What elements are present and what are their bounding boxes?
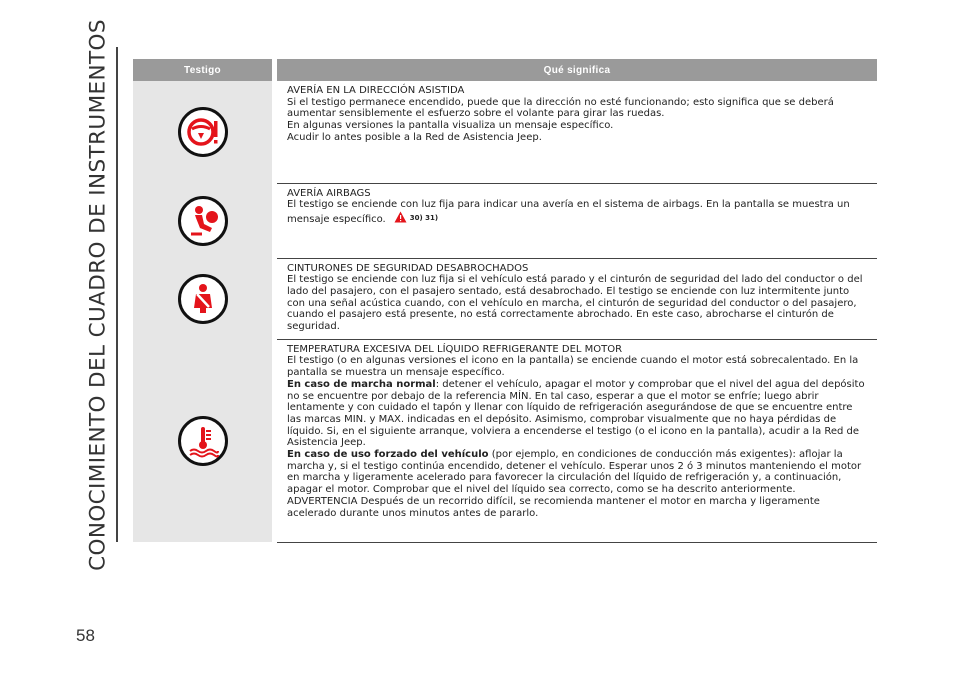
chapter-title <box>83 19 113 571</box>
chapter-divider <box>116 47 118 542</box>
table-header-row <box>133 59 877 81</box>
meaning-cell <box>277 183 877 258</box>
row-text: El testigo se enciende con luz fija si el vehículo está parado y el cinturón de seguridad del lado del conductor o del lado del pasajero, con el pasajero sentado, está desabrochado. El testigo se enciende con luz intermitente junto con una señal acústica cuando, con el vehículo en marcha, el cinturón de seguridad del conductor o del pasajero, cuando el pasajero está presente, no está correctamente abrochado. En este caso, abrocharse el cinturón de seguridad. <box>287 274 863 333</box>
row-text: Acudir lo antes posible a la Red de Asistencia Jeep. <box>287 131 542 143</box>
header-meaning: Qué significa <box>277 59 877 81</box>
airbag-icon <box>178 196 228 246</box>
header-testigo: Testigo <box>133 59 272 81</box>
chapter-title-text: CONOCIMIENTO DEL CUADRO DE INSTRUMENTOS <box>85 19 111 571</box>
icon-cell <box>133 258 272 339</box>
note-references: 30) 31) <box>409 213 439 222</box>
icon-cell <box>133 183 272 258</box>
row-title: AVERÍA EN LA DIRECCIÓN ASISTIDA <box>287 85 465 96</box>
warning-triangle-icon <box>394 211 407 227</box>
row-text: ADVERTENCIA Después de un recorrido difícil, se recomienda mantener el motor en marcha y ligeramente acelerado durante unos minutos antes de pararlo. <box>287 495 820 519</box>
meaning-cell <box>277 339 877 542</box>
icon-cell <box>133 339 272 542</box>
row-title: AVERÍA AIRBAGS <box>287 187 371 199</box>
steering-fault-icon <box>178 107 228 157</box>
coolant-temperature-icon <box>178 416 228 466</box>
icon-cell <box>133 81 272 183</box>
row-text: El testigo se enciende con luz fija para indicar una avería en el sistema de airbags. En la pantalla se muestra un mensaje específico. <box>287 199 850 225</box>
row-title: CINTURONES DE SEGURIDAD DESABROCHADOS <box>287 262 529 274</box>
row-title: TEMPERATURA EXCESIVA DEL LÍQUIDO REFRIGERANTE DEL MOTOR <box>287 343 623 355</box>
row-text: (por ejemplo, en condiciones de conducción más exigentes): aflojar la marcha y, si el testigo continúa encendido, detener el vehículo. Esperar unos 2 ó 3 minutos manteniendo el motor en marcha y ligeramente acelerado para favorecer la circulación del líquido de refrigeración y, a continuación, apagar el motor. Comprobar que el nivel del líquido sea correcto, como se ha descrito anteriormente. <box>287 449 862 496</box>
table-row <box>133 183 877 258</box>
row-text: Si el testigo permanece encendido, puede que la dirección no esté funcionando; esto significa que se deberá aumentar sensiblemente el esfuerzo sobre el volante para girar las ruedas. <box>287 96 834 120</box>
page-number: 58 <box>76 626 95 645</box>
meaning-cell <box>277 258 877 339</box>
bold-lead: En caso de marcha normal <box>287 378 436 390</box>
row-text: El testigo (o en algunas versiones el icono en la pantalla) se enciende cuando el motor está sobrecalentado. En la pantalla se muestra un mensaje específico. <box>287 355 859 379</box>
seatbelt-icon <box>178 274 228 324</box>
table-row <box>133 258 877 339</box>
table-row <box>133 81 877 183</box>
table-row <box>133 339 877 542</box>
row-text: En algunas versiones la pantalla visualiza un mensaje específico. <box>287 120 614 132</box>
warning-lights-table <box>133 59 877 543</box>
meaning-cell <box>277 81 877 183</box>
row-text: : detener el vehículo, apagar el motor y comprobar que el nivel del agua del depósito no se encuentre por debajo de la referencia MÍN. En tal caso, esperar a que el motor se enfríe; luego abrir lentamente y con cuidado el tapón y llenar con líquido de refrigeración asegurándose de que se encuentre entre las marcas MIN. y MAX. indicadas en el depósito. Asimismo, comprobar visualmente que no haya pérdidas de líquido. Si, en el siguiente arranque, volviera a encenderse el testigo (o el icono en la pantalla), acudir a la Red de Asistencia Jeep. <box>287 378 865 449</box>
bold-lead: En caso de uso forzado del vehículo <box>287 449 489 461</box>
